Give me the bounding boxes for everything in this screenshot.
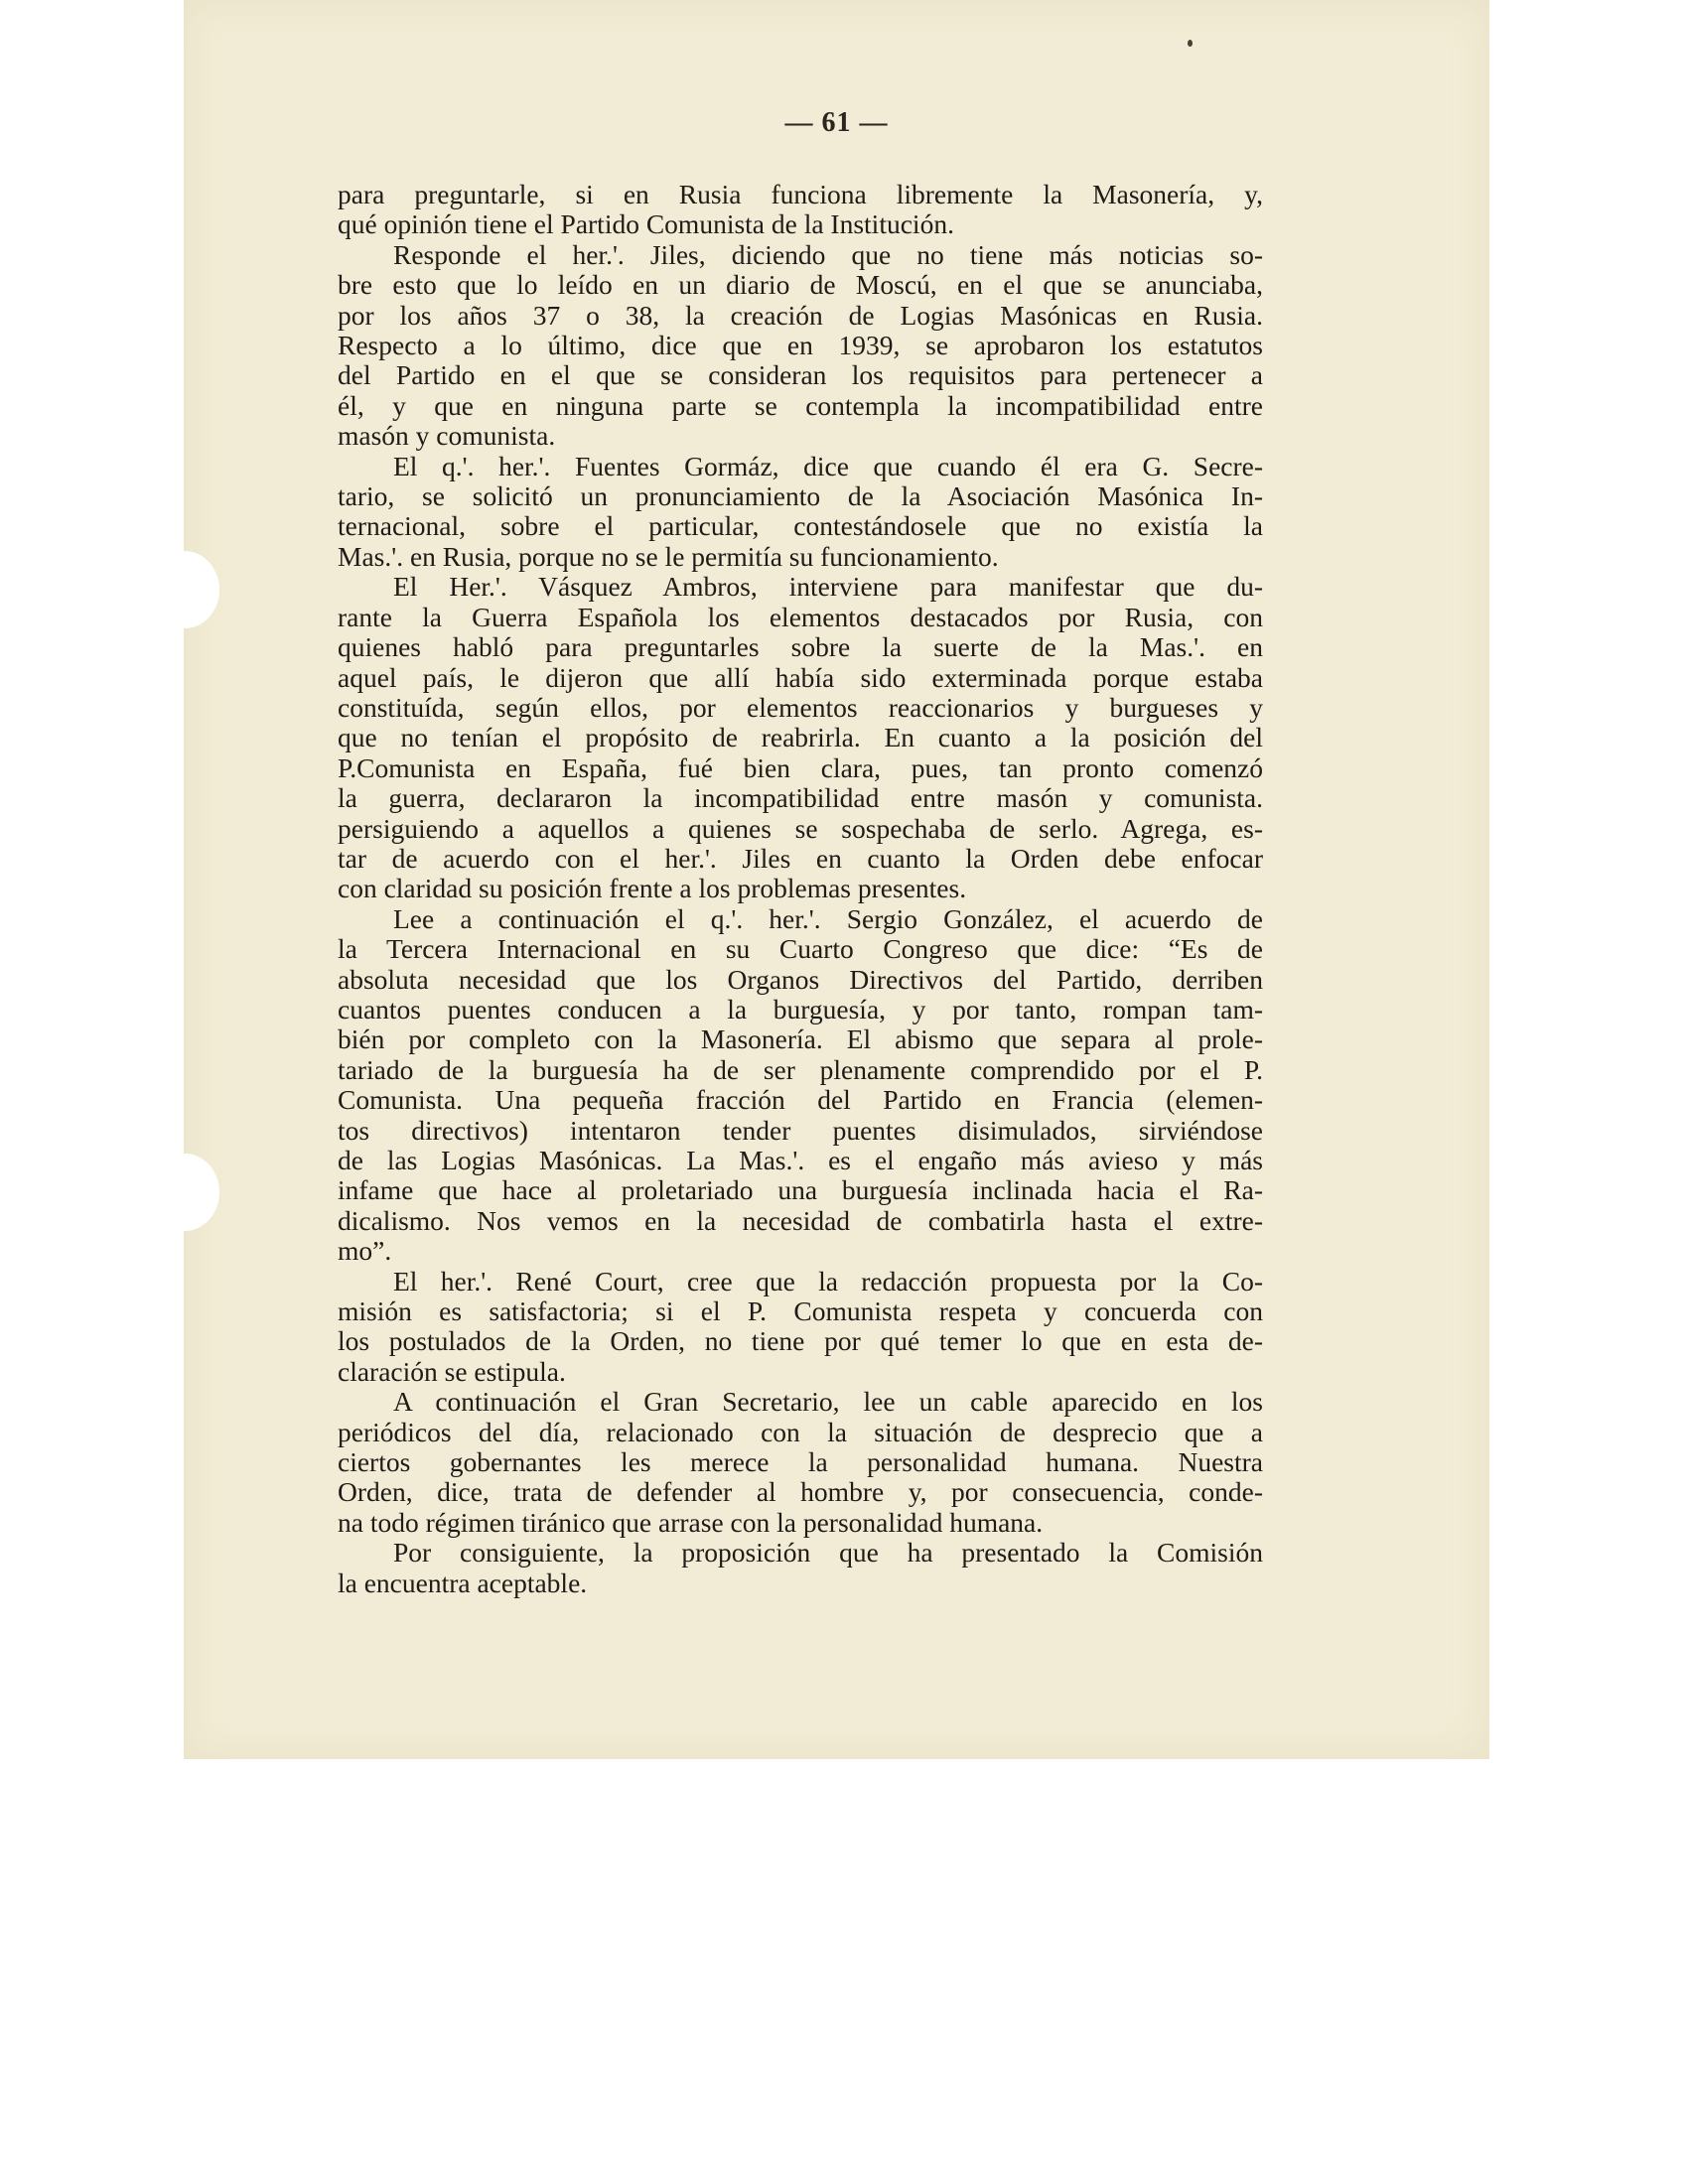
text-line: absoluta necesidad que los Organos Directivos del Partido, derriben	[338, 963, 1263, 995]
text-line: quienes habló para preguntarles sobre la suerte de la Mas.'. en	[338, 631, 1263, 663]
text-line: Mas.'. en Rusia, porque no se le permitía su funcionamiento.	[338, 540, 999, 572]
text-line: P.Comunista en España, fué bien clara, pues, tan pronto comenzó	[338, 751, 1263, 783]
text-line: bién por completo con la Masonería. El abismo que separa al prole-	[338, 1024, 1263, 1055]
text-line: ciertos gobernantes les merece la personalidad humana. Nuestra	[338, 1446, 1263, 1478]
text-line: Lee a continuación el q.'. her.'. Sergio González, el acuerdo de	[393, 902, 1263, 934]
text-line: Orden, dice, trata de defender al hombre y, por consecuencia, conde-	[338, 1476, 1263, 1508]
text-line: persiguiendo a aquellos a quienes se sospechaba de serlo. Agrega, es-	[338, 812, 1263, 844]
page-number: — 61 —	[784, 107, 889, 138]
text-line: El her.'. René Court, cree que la redacción propuesta por la Co-	[393, 1265, 1263, 1297]
scanned-page	[184, 0, 1489, 1759]
text-line: claración se estipula.	[338, 1355, 566, 1387]
text-line: tos directivos) intentaron tender puentes disimulados, sirviéndose	[338, 1114, 1263, 1146]
text-line: cuantos puentes conducen a la burguesía, y por tanto, rompan tam-	[338, 993, 1263, 1024]
text-line: tario, se solicitó un pronunciamiento de la Asociación Masónica In-	[338, 480, 1263, 512]
punch-hole-lower	[150, 1154, 219, 1231]
text-line: infame que hace al proletariado una burguesía inclinada hacia el Ra-	[338, 1174, 1263, 1206]
text-line: masón y comunista.	[338, 420, 556, 452]
text-line: la Tercera Internacional en su Cuarto Congreso que dice: “Es de	[338, 933, 1263, 965]
text-line: mo”.	[338, 1235, 392, 1267]
body-text	[338, 180, 1263, 1598]
ink-speck	[1188, 40, 1193, 47]
text-line: que no tenían el propósito de reabrirla. En cuanto a la posición del	[338, 722, 1263, 753]
text-line: Respecto a lo último, dice que en 1939, se aprobaron los estatutos	[338, 330, 1263, 361]
text-line: tar de acuerdo con el her.'. Jiles en cuanto la Orden debe enfocar	[338, 842, 1263, 874]
text-line: El Her.'. Vásquez Ambros, interviene para manifestar que du-	[393, 571, 1263, 603]
text-line: dicalismo. Nos vemos en la necesidad de combatirla hasta el extre-	[338, 1204, 1263, 1236]
text-line: por los años 37 o 38, la creación de Logias Masónicas en Rusia.	[338, 299, 1263, 331]
punch-hole-upper	[150, 551, 219, 628]
text-line: la guerra, declararon la incompatibilidad entre masón y comunista.	[338, 782, 1263, 814]
text-line: tariado de la burguesía ha de ser plenamente comprendido por el P.	[338, 1053, 1263, 1085]
text-line: A continuación el Gran Secretario, lee un cable aparecido en los	[393, 1386, 1263, 1418]
text-line: de las Logias Masónicas. La Mas.'. es el engaño más avieso y más	[338, 1145, 1263, 1175]
text-line: periódicos del día, relacionado con la situación de desprecio que a	[338, 1416, 1263, 1447]
text-line: Por consiguiente, la proposición que ha presentado la Comisión	[393, 1537, 1263, 1569]
text-line: constituída, según ellos, por elementos reaccionarios y burgueses y	[338, 691, 1263, 723]
text-line: ternacional, sobre el particular, contestándosele que no existía la	[338, 510, 1263, 542]
text-line: aquel país, le dijeron que allí había sido exterminada porque estaba	[338, 661, 1263, 693]
text-line: él, y que en ninguna parte se contempla la incompatibilidad entre	[338, 389, 1263, 421]
text-line: con claridad su posición frente a los problemas presentes.	[338, 873, 967, 904]
text-line: la encuentra aceptable.	[338, 1567, 588, 1598]
text-line: qué opinión tiene el Partido Comunista de la Institución.	[338, 208, 954, 240]
text-line: misión es satisfactoria; si el P. Comunista respeta y concuerda con	[338, 1296, 1263, 1327]
text-line: Responde el her.'. Jiles, diciendo que no tiene más noticias so-	[393, 238, 1263, 270]
text-line: del Partido en el que se consideran los requisitos para pertenecer a	[338, 359, 1263, 391]
text-line: na todo régimen tiránico que arrase con la personalidad humana.	[338, 1506, 1044, 1538]
text-line: El q.'. her.'. Fuentes Gormáz, dice que cuando él era G. Secre-	[393, 450, 1263, 481]
text-line: para preguntarle, si en Rusia funciona libremente la Masonería, y,	[338, 179, 1263, 209]
text-line: los postulados de la Orden, no tiene por qué temer lo que en esta de-	[338, 1325, 1263, 1357]
text-line: Comunista. Una pequeña fracción del Partido en Francia (elemen-	[338, 1084, 1263, 1116]
text-line: rante la Guerra Española los elementos destacados por Rusia, con	[338, 601, 1263, 632]
text-line: bre esto que lo leído en un diario de Moscú, en el que se anunciaba,	[338, 269, 1263, 301]
